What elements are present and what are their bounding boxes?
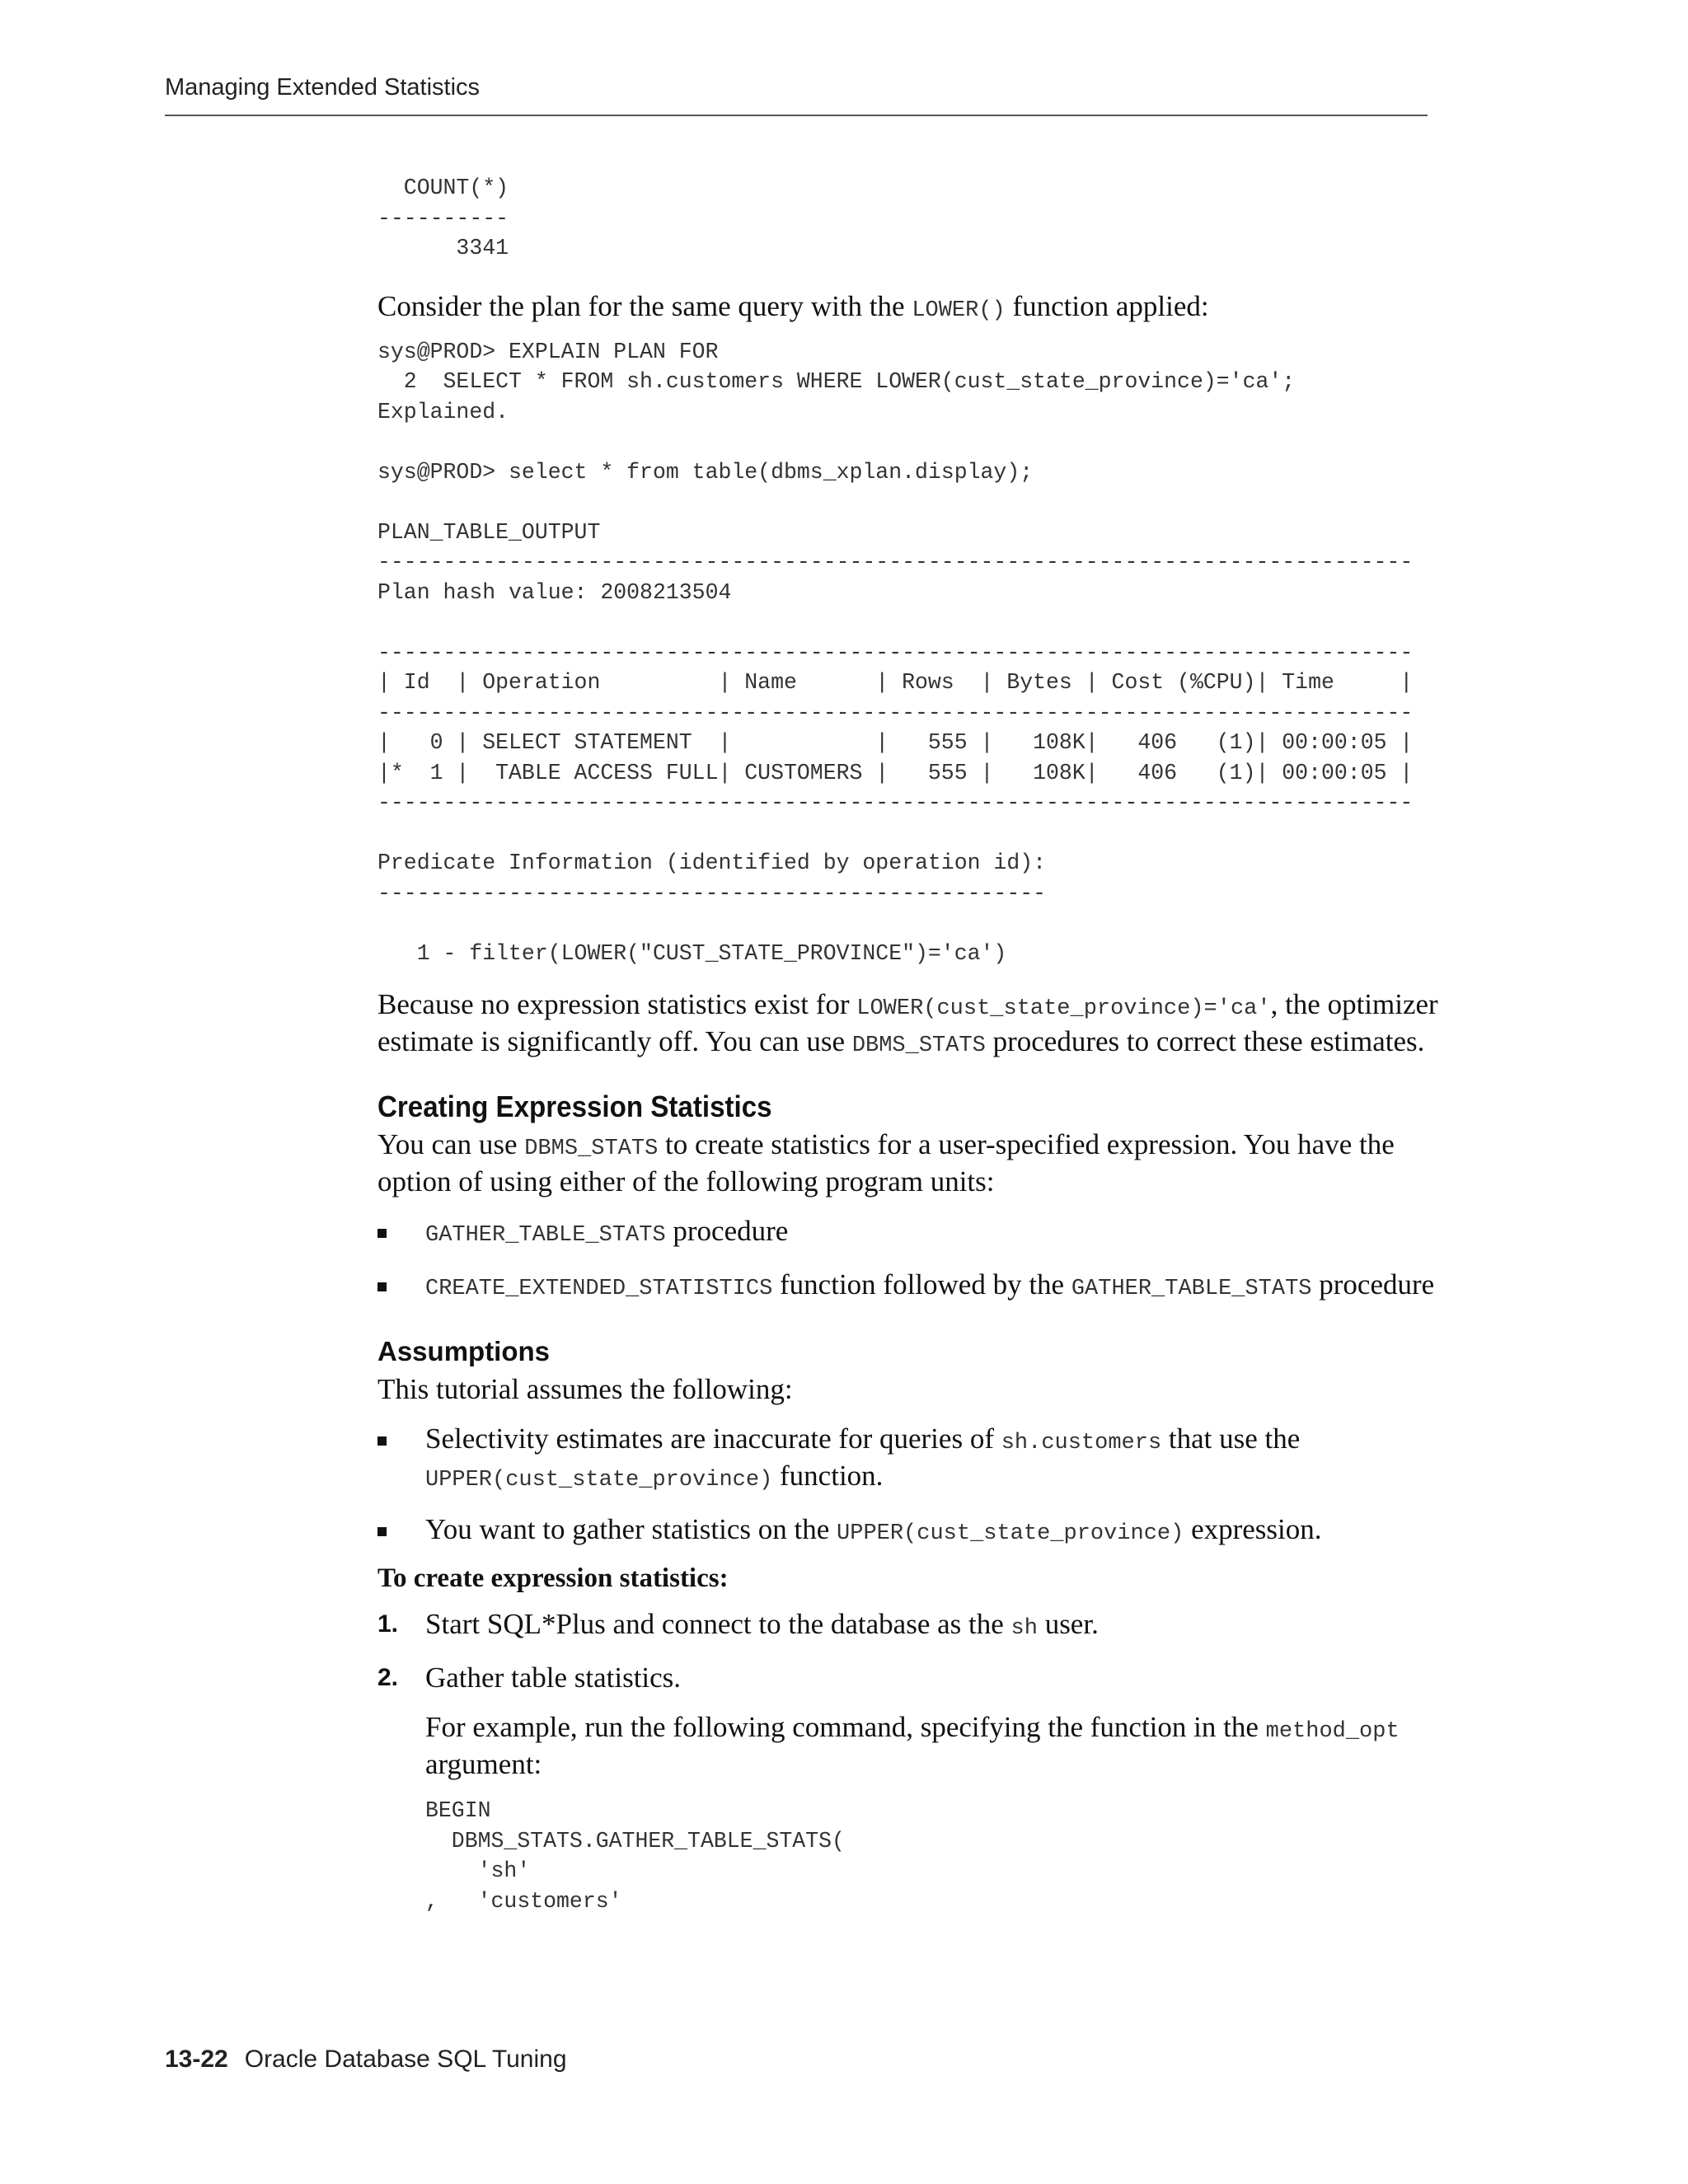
header-rule: [165, 115, 1428, 116]
running-head: Managing Extended Statistics: [165, 74, 481, 101]
page-content: [377, 173, 1449, 1916]
page-footer: [165, 2046, 567, 2074]
assumptions-list: [377, 1422, 1449, 1550]
program-units-list: [377, 1215, 1449, 1305]
step2-paragraph: For example, run the following command, specifying the function in the method_opt argument:: [425, 1711, 1400, 1780]
page-number: 13-22: [165, 2046, 228, 2073]
explain-plan-code: sys@PROD> EXPLAIN PLAN FOR 2 SELECT * FROM sh.customers WHERE LOWER(cust_state_province)='ca'; Explained. sys@PROD> select * from table(dbms_xplan.display); PLAN_TABLE_OUTPUT ------------------------------------------------------------------------------- Plan hash value: 2008213504 ------------------------------------------------------------------------------- | Id | Operation | Name | Rows | Bytes | Cost (%CPU)| Time | ------------------------------------------------------------------------------- | 0 | SELECT STATEMENT | | 555 | 108K| 406 (1)| 00:00:05 | |* 1 | TABLE ACCESS FULL| CUSTOMERS | 555 | 108K| 406 (1)| 00:00:05 | ------------------------------------------------------------------------------- Predicate Information (identified by operation id): --------------------------------------------------- 1 - filter(LOWER("CUST_STATE_PROVINCE")='ca'): [377, 339, 1414, 966]
list-item: You want to gather statistics on the UPPER(cust_state_province) expression.: [377, 1513, 1449, 1550]
list-item: GATHER_TABLE_STATS procedure: [377, 1215, 1449, 1252]
assumptions-title: Assumptions: [377, 1336, 551, 1366]
bullet-square-icon: [377, 1436, 387, 1446]
gather-stats-code: BEGIN DBMS_STATS.GATHER_TABLE_STATS( 'sh' , 'customers': [425, 1798, 845, 1914]
consider-paragraph: Consider the plan for the same query with the LOWER() function applied:: [377, 289, 1209, 323]
bullet-square-icon: [377, 1229, 387, 1238]
list-item: CREATE_EXTENDED_STATISTICS function followed by the GATHER_TABLE_STATS procedure: [377, 1268, 1449, 1305]
bullet-square-icon: [377, 1282, 387, 1291]
step-item: 2. Gather table statistics. For example, run the following command, specifying the function in the method_opt argument: BEGIN DBMS_STATS.GATHER_TABLE_STATS( 'sh' , 'customers': [377, 1661, 1449, 1916]
book-title: Oracle Database SQL Tuning: [244, 2046, 567, 2073]
youcan-paragraph: You can use DBMS_STATS to create statistics for a user-specified expression. You have the option of using either of the following program units:: [377, 1128, 1395, 1197]
procedure-title: To create expression statistics:: [377, 1563, 729, 1593]
procedure-steps: [377, 1608, 1449, 1916]
step-item: 1. Start SQL*Plus and connect to the database as the sh user.: [377, 1608, 1099, 1641]
bullet-square-icon: [377, 1527, 387, 1536]
count-output-code: COUNT(*) ---------- 3341: [377, 176, 509, 260]
assumptions-intro: This tutorial assumes the following:: [377, 1373, 793, 1405]
because-paragraph: Because no expression statistics exist for LOWER(cust_state_province)='ca', the optimizer estimate is significantly off. You can use DBMS_STATS procedures to correct these estimates.: [377, 988, 1438, 1058]
section-title: Creating Expression Statistics: [377, 1090, 772, 1123]
list-item: Selectivity estimates are inaccurate for queries of sh.customers that use the UPPER(cust_state_province) function.: [377, 1422, 1449, 1497]
